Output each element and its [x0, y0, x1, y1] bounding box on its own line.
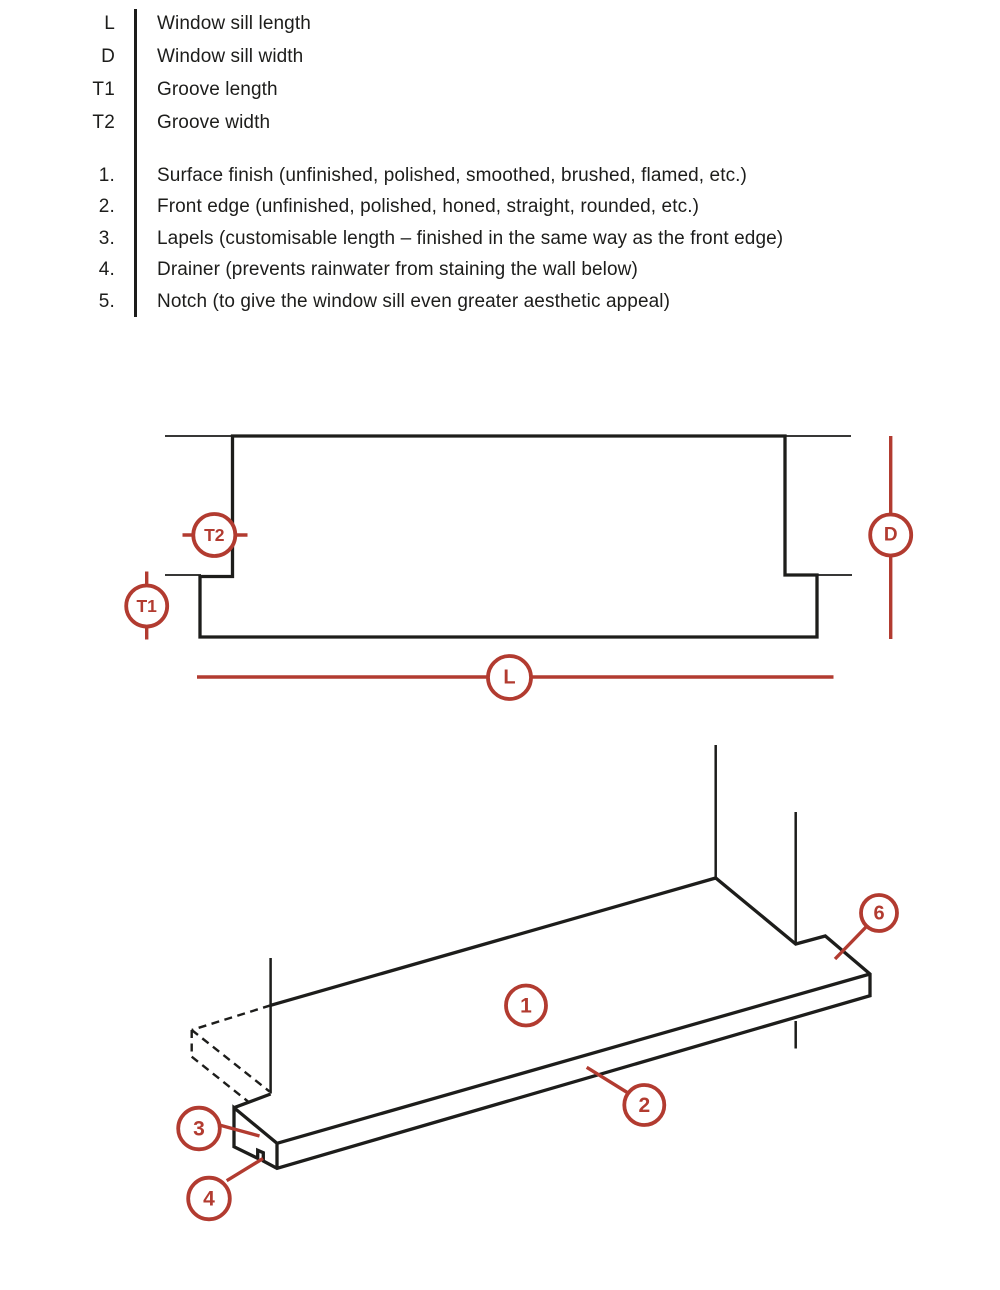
sill-plan-outline — [200, 436, 817, 637]
feature-label: Drainer (prevents rainwater from staining the wall below) — [157, 259, 638, 281]
feature-label: Surface finish (unfinished, polished, smoothed, brushed, flamed, etc.) — [157, 164, 747, 186]
callout-3-label: 3 — [193, 1117, 205, 1141]
l-dimension-label: L — [503, 666, 516, 689]
legend-code: L — [104, 12, 115, 34]
callout-2-label: 2 — [638, 1094, 651, 1117]
feature-number: 4. — [98, 259, 115, 281]
wall-lines — [165, 436, 852, 575]
callout-3-leader — [219, 1125, 259, 1136]
feature-number: 2. — [98, 196, 115, 218]
callout-4-leader — [227, 1159, 263, 1181]
feature-number: 3. — [98, 227, 115, 249]
feature-label: Notch (to give the window sill even greater aesthetic appeal) — [157, 290, 671, 312]
legend-label: Groove width — [157, 111, 271, 133]
feature-label: Lapels (customisable length – finished in the same way as the front edge) — [157, 227, 784, 249]
sill-iso-outline — [234, 878, 870, 1168]
legend-label: Groove length — [157, 78, 278, 100]
d-dimension-label: D — [883, 524, 898, 546]
plan-view-drawing — [126, 436, 911, 699]
t1-dimension-label: T1 — [136, 596, 157, 616]
legend-code: T1 — [92, 78, 115, 100]
feature-label: Front edge (unfinished, polished, honed, straight, rounded, etc.) — [157, 196, 700, 218]
callout-6-label: 6 — [873, 902, 885, 925]
callout-6-leader — [835, 927, 867, 960]
legend-label: Window sill length — [157, 12, 311, 34]
t2-dimension-label: T2 — [204, 525, 225, 545]
hidden-embedded-edges — [192, 1005, 271, 1101]
legend-label: Window sill width — [157, 45, 304, 67]
iso-view-drawing — [178, 745, 897, 1219]
feature-number: 5. — [98, 290, 115, 312]
legend-code: D — [101, 45, 115, 67]
legend-code: T2 — [92, 111, 115, 133]
callout-1-label: 1 — [520, 994, 532, 1018]
callout-4-label: 4 — [203, 1187, 215, 1211]
feature-number: 1. — [98, 164, 115, 186]
